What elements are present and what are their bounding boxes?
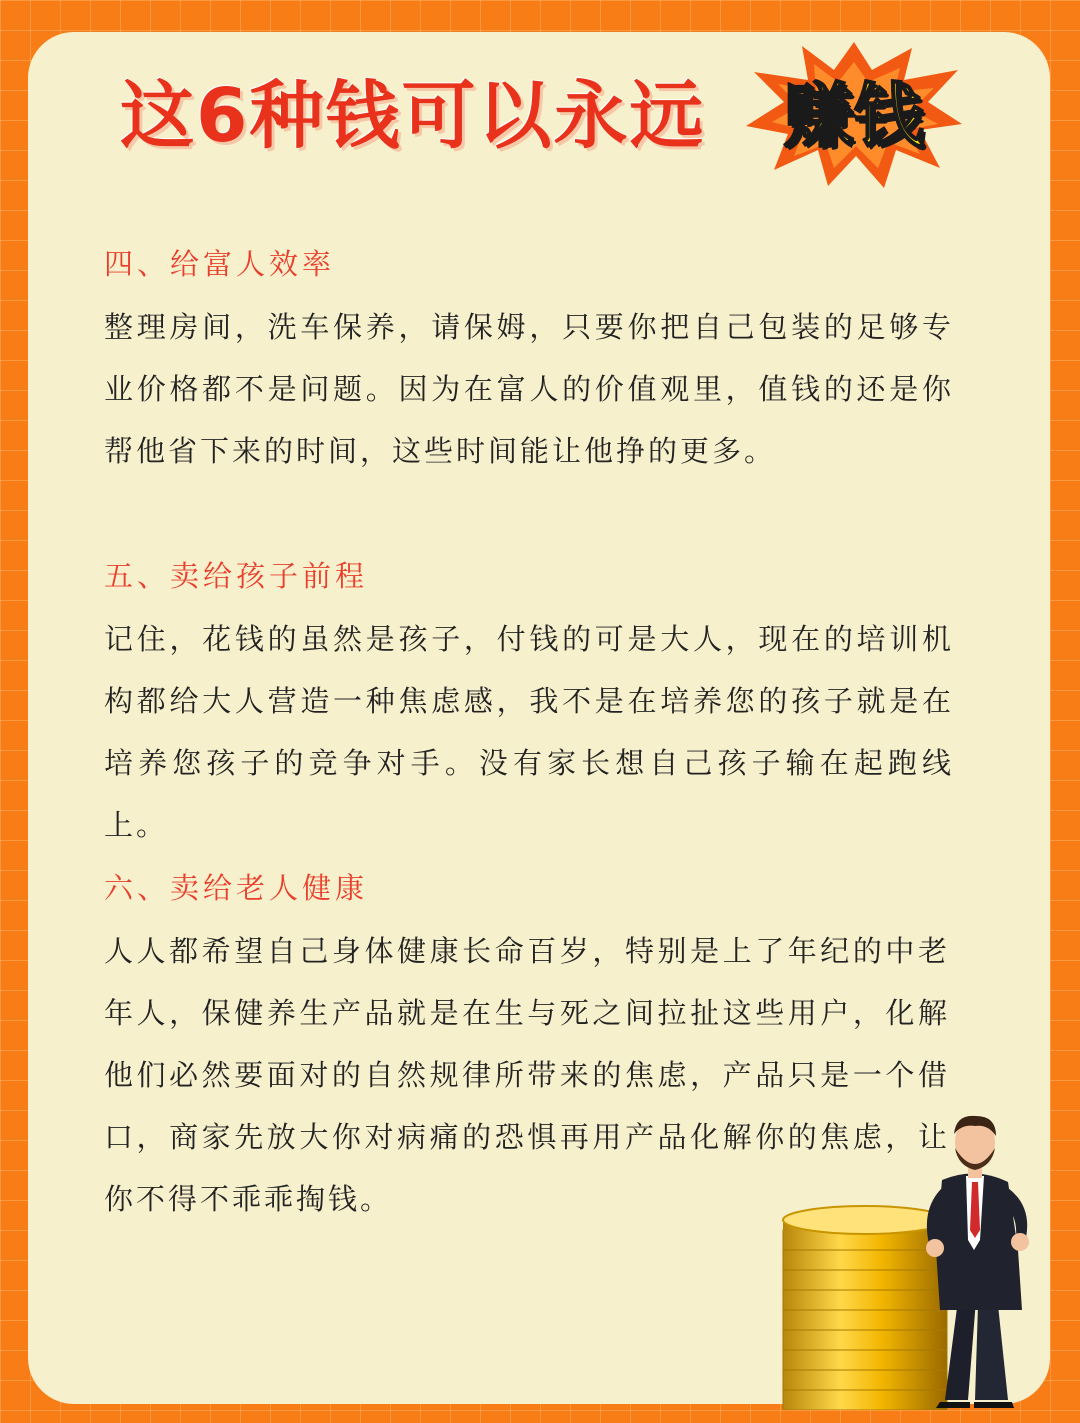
gold-coin	[783, 1370, 947, 1390]
gold-coin	[783, 1250, 947, 1270]
gold-coin	[783, 1270, 947, 1290]
gold-coin	[783, 1310, 947, 1330]
section-heading-5: 五、卖给孩子前程	[104, 559, 369, 593]
starburst-badge	[744, 40, 964, 190]
businessman-coins-illustration	[770, 1110, 1060, 1410]
section-body-6: 人人都希望自己身体健康长命百岁，特别是上了年纪的中老年人，保健养生产品就是在生与死之间拉扯这些用户，化解他们必然要面对的自然规律所带来的焦虑，产品只是一个借口，商家先放大你对病痛的恐惧再用产品化解你的焦虑，让你不得不乖乖掏钱。	[104, 934, 950, 1216]
burst-text: 赚钱	[784, 75, 924, 157]
section-body-4: 整理房间，洗车保养，请保姆，只要你把自己包装的足够专业价格都不是问题。因为在富人的价值观里，值钱的还是你帮他省下来的时间，这些时间能让他挣的更多。	[104, 310, 954, 468]
page-title: 这6种钱可以永远	[120, 73, 706, 159]
section-heading-4: 四、给富人效率	[104, 247, 336, 281]
businessman-coins-icon	[770, 1110, 1060, 1410]
section-body-5: 记住，花钱的虽然是孩子，付钱的可是大人，现在的培训机构都给大人营造一种焦虑感，我不是在培养您的孩子就是在培养您孩子的竞争对手。没有家长想自己孩子输在起跑线上。	[104, 622, 954, 842]
gold-coin	[783, 1330, 947, 1350]
section-heading-6: 六、卖给老人健康	[104, 871, 369, 905]
gold-coin	[783, 1290, 947, 1310]
gold-coin	[783, 1350, 947, 1370]
gold-coin	[783, 1390, 947, 1410]
